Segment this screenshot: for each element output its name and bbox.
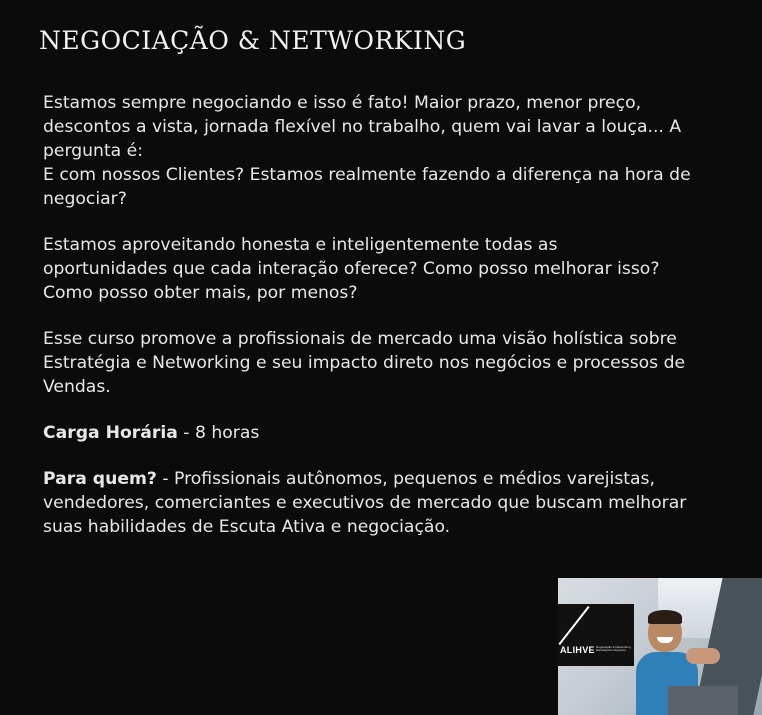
workload-label: Carga Horária [43,423,178,443]
intro-paragraph [43,91,743,211]
audience-label: Para quem? [43,469,157,489]
logo-brand: ALIHVE [560,645,595,655]
description-line: Vendas. [43,377,111,397]
description-line: Estratégia e Networking e seu impacto direto nos negócios e processos de [43,353,686,373]
description-line: Esse curso promove a profissionais de mercado uma visão holística sobre [43,329,677,349]
logo-tagline: Negociação & Networking Estratégicos Negócios [596,645,631,653]
logo-slash-icon [558,606,589,645]
brand-logo [558,604,634,666]
audience-line: suas habilidades de Escuta Ativa e negociação. [43,517,451,537]
course-description [43,91,743,539]
question-line: Como posso obter mais, por menos? [43,283,358,303]
intro-line: descontos a vista, jornada flexível no trabalho, quem vai lavar a louça... A [43,117,682,137]
laptop [668,686,738,715]
question-line: oportunidades que cada interação oferece? Como posso melhorar isso? [43,259,660,279]
intro-line: pergunta é: [43,141,144,161]
audience-paragraph [43,467,743,539]
handshake [686,648,720,664]
description-paragraph [43,327,743,399]
page-title: NEGOCIAÇÃO & NETWORKING [39,26,467,55]
handshake-photo [558,578,762,715]
intro-line: Estamos sempre negociando e isso é fato! Maior prazo, menor preço, [43,93,642,113]
workload-paragraph [43,421,743,445]
intro-line: negociar? [43,189,127,209]
question-paragraph [43,233,743,305]
audience-line: vendedores, comerciantes e executivos de mercado que buscam melhorar [43,493,687,513]
workload-value: - 8 horas [177,423,260,443]
intro-line: E com nossos Clientes? Estamos realmente fazendo a diferença na hora de [43,165,691,185]
audience-line: - Profissionais autônomos, pequenos e médios varejistas, [156,469,655,489]
question-line: Estamos aproveitando honesta e inteligentemente todas as [43,235,558,255]
